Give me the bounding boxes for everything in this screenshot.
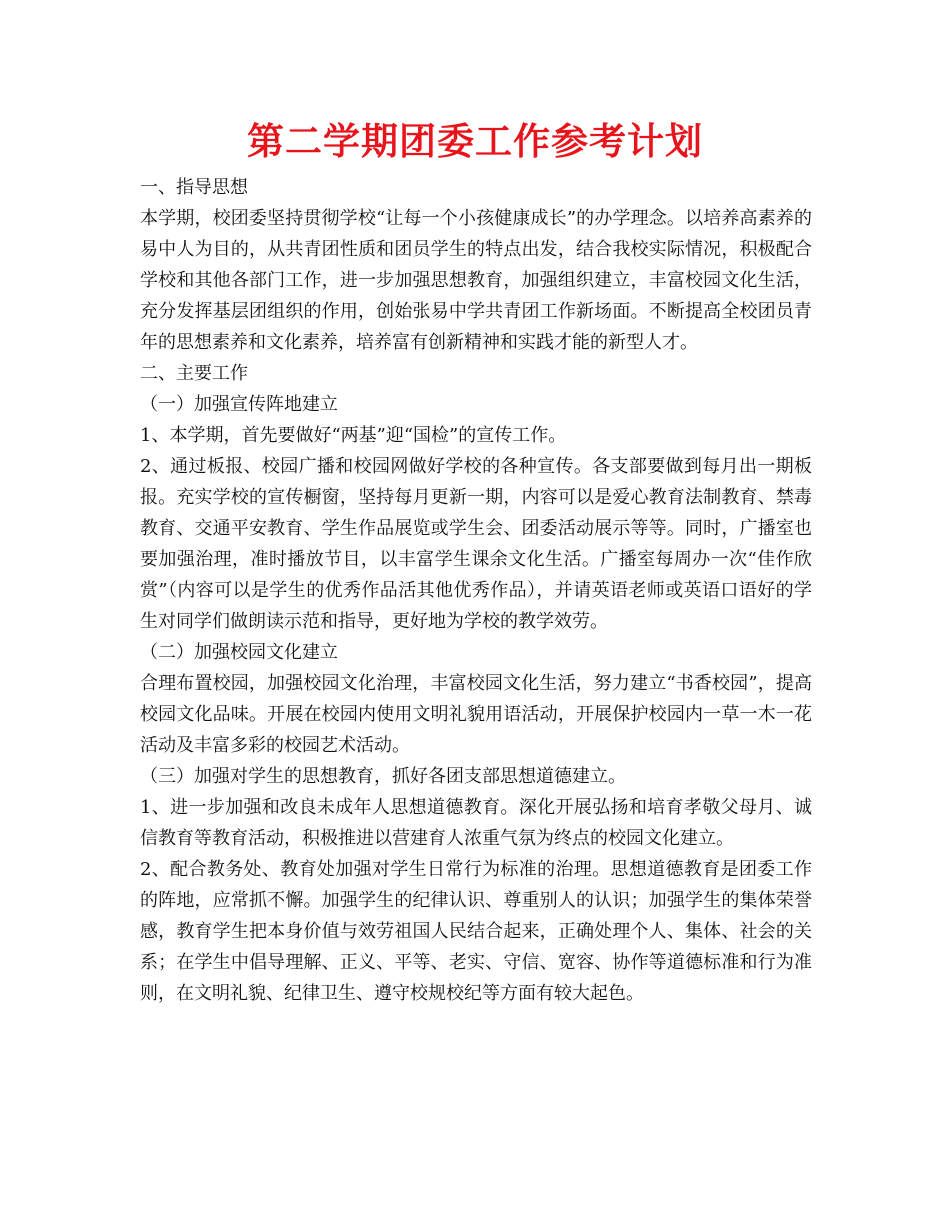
paragraph-guiding-ideology: 本学期，校团委坚持贯彻学校“让每一个小孩健康成长”的办学理念。以培养高素养的易中人为目的，从共青团性质和团员学生的特点出发，结合我校实际情况，积极配合学校和其他各部门工作，进一步加强思想教育，加强组织建立，丰富校园文化生活，充分发挥基层团组织的作用，创始张易中学共青团工作新场面。不断提高全校团员青年的思想素养和文化素养，培养富有创新精神和实践才能的新型人才。 — [140, 208, 812, 353]
paragraph-publicity-2: 2、通过板报、校园广播和校园网做好学校的各种宣传。各支部要做到每月出一期板报。充实学校的宣传橱窗，坚持每月更新一期，内容可以是爱心教育法制教育、禁毒教育、交通平安教育、学生作品展览或学生会、团委活动展示等等。同时，广播室也要加强治理，准时播放节目，以丰富学生课余文化生活。广播室每周办一次“佳作欣赏”（内容可以是学生的优秀作品活其他优秀作品），并请英语老师或英语口语好的学生对同学们做朗读示范和指导，更好地为学校的教学效劳。 — [140, 456, 812, 632]
document-page — [140, 112, 812, 1009]
section-heading-guiding-ideology: 一、指导思想 — [140, 177, 248, 198]
subheading-publicity: （一）加强宣传阵地建立 — [140, 394, 338, 415]
section-heading-main-work: 二、主要工作 — [140, 363, 248, 384]
document-title: 第二学期团委工作参考计划 — [247, 120, 703, 163]
paragraph-publicity-1: 1、本学期，首先要做好“两基”迎“国检”的宣传工作。 — [140, 425, 567, 446]
paragraph-campus-culture: 合理布置校园，加强校园文化治理，丰富校园文化生活，努力建立“书香校园”，提高校园文化品味。开展在校园内使用文明礼貌用语活动，开展保护校园内一草一木一花活动及丰富多彩的校园艺术活动。 — [140, 673, 812, 756]
subheading-campus-culture: （二）加强校园文化建立 — [140, 642, 338, 663]
paragraph-ideological-education-1: 1、进一步加强和改良未成年人思想道德教育。深化开展弘扬和培育孝敬父母月、诚信教育等教育活动，积极推进以营建育人浓重气氛为终点的校园文化建立。 — [140, 797, 812, 849]
paragraph-ideological-education-2: 2、配合教务处、教育处加强对学生日常行为标准的治理。思想道德教育是团委工作的阵地，应常抓不懈。加强学生的纪律认识、尊重别人的认识；加强学生的集体荣誉感，教育学生把本身价值与效劳祖国人民结合起来，正确处理个人、集体、社会的关系；在学生中倡导理解、正义、平等、老实、守信、宽容、协作等道德标准和行为准则，在文明礼貌、纪律卫生、遵守校规校纪等方面有较大起色。 — [140, 859, 812, 1004]
subheading-ideological-education: （三）加强对学生的思想教育，抓好各团支部思想道德建立。 — [140, 766, 626, 787]
